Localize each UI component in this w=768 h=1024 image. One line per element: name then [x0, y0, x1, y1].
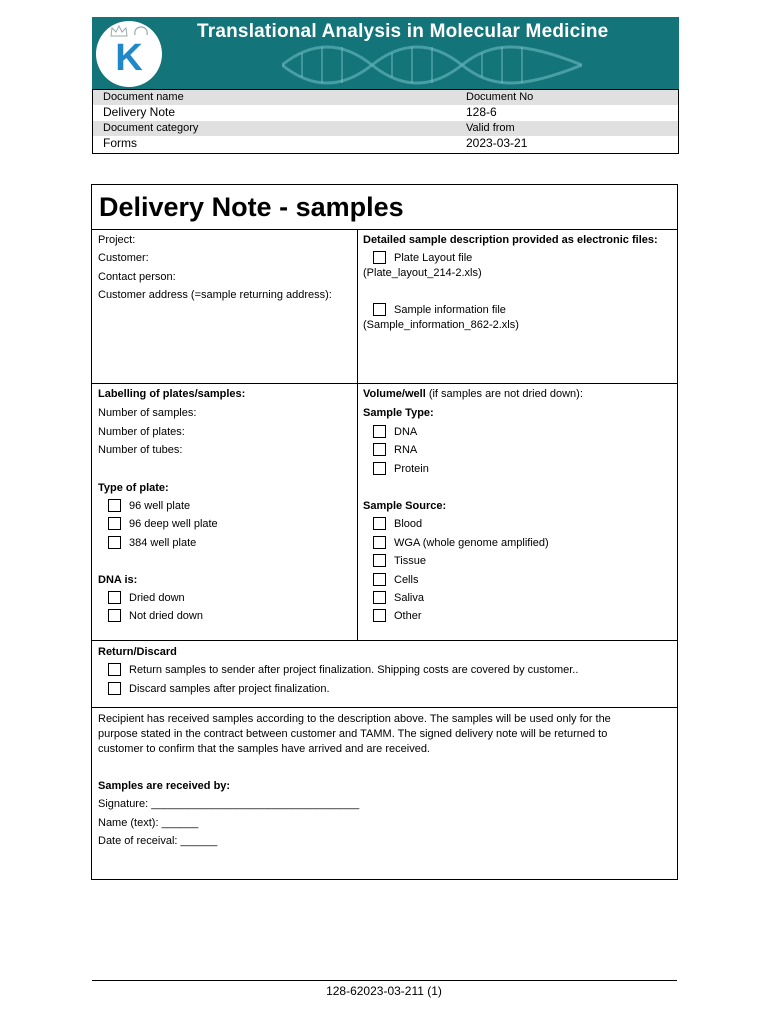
dna-state-option: Not dried down	[129, 610, 203, 622]
recipient-text-line: Recipient has received samples according to the description above. The samples will be used only for the	[98, 713, 611, 725]
signature-field[interactable]: Signature: __________________________________	[98, 798, 360, 810]
meta-row-labels-2	[93, 121, 678, 136]
volume-note: (if samples are not dried down):	[428, 388, 583, 400]
plate-type-heading: Type of plate:	[98, 482, 169, 494]
sample-type-option: DNA	[394, 426, 418, 438]
plate-type-checkbox[interactable]	[108, 517, 121, 530]
sample-info-checkbox[interactable]	[373, 303, 386, 316]
sample-type-checkbox[interactable]	[373, 425, 386, 438]
sample-source-checkbox[interactable]	[373, 554, 386, 567]
meta-row-values-1	[93, 105, 678, 120]
plate-layout-filename: (Plate_layout_214-2.xls)	[363, 267, 482, 279]
sample-source-checkbox[interactable]	[373, 573, 386, 586]
sample-source-option: Blood	[394, 518, 423, 530]
sample-type-heading: Sample Type:	[363, 407, 434, 419]
sample-type-option: Protein	[394, 463, 429, 475]
dna-state-option: Dried down	[129, 592, 185, 604]
received-by-heading: Samples are received by:	[98, 780, 231, 792]
files-heading: Detailed sample description provided as electronic files:	[363, 234, 658, 246]
sample-info-label: Sample information file	[394, 304, 506, 316]
plate-layout-checkbox[interactable]	[373, 251, 386, 264]
valid-from-label: Valid from	[466, 122, 515, 134]
number-of-plates-label: Number of plates:	[98, 426, 185, 438]
meta-row-values-2	[93, 136, 678, 151]
return-option-label: Return samples to sender after project finalization. Shipping costs are covered by customer..	[129, 664, 579, 676]
dna-state-checkbox[interactable]	[108, 609, 121, 622]
dna-state-checkbox[interactable]	[108, 591, 121, 604]
valid-from-value: 2023-03-21	[466, 136, 528, 150]
customer-address-label: Customer address (=sample returning address):	[98, 289, 332, 301]
divider	[92, 383, 677, 384]
return-discard-heading: Return/Discard	[98, 646, 177, 658]
divider	[92, 640, 677, 641]
discard-option-checkbox[interactable]	[108, 682, 121, 695]
plate-type-checkbox[interactable]	[108, 499, 121, 512]
document-no-value: 128-6	[466, 105, 497, 119]
header-banner	[92, 17, 679, 89]
sample-source-option: Saliva	[394, 592, 424, 604]
wreath-icon	[133, 25, 149, 37]
crown-icon	[110, 25, 128, 37]
sample-source-heading: Sample Source:	[363, 500, 447, 512]
project-label: Project:	[98, 234, 136, 246]
number-of-samples-label: Number of samples:	[98, 407, 197, 419]
sample-source-option: Tissue	[394, 555, 426, 567]
plate-type-option: 96 well plate	[129, 500, 191, 512]
meta-row-labels-1	[93, 90, 678, 105]
document-name-label: Document name	[103, 91, 184, 103]
plate-type-option: 384 well plate	[129, 537, 197, 549]
sample-source-option: Cells	[394, 574, 419, 586]
logo-letter: K	[115, 37, 143, 79]
volume-heading: Volume/well	[363, 388, 426, 400]
return-option-checkbox[interactable]	[108, 663, 121, 676]
document-no-label: Document No	[466, 91, 534, 103]
document-meta-table	[92, 89, 679, 154]
volume-line	[363, 388, 583, 401]
customer-label: Customer:	[98, 252, 149, 264]
recipient-text-line: purpose stated in the contract between customer and TAMM. The signed delivery note will be returned to	[98, 728, 608, 740]
dna-state-heading: DNA is:	[98, 574, 138, 586]
column-divider	[357, 229, 358, 640]
document-category-value: Forms	[103, 136, 137, 150]
divider	[92, 229, 677, 230]
plate-type-checkbox[interactable]	[108, 536, 121, 549]
sample-type-checkbox[interactable]	[373, 443, 386, 456]
document-category-label: Document category	[103, 122, 199, 134]
sample-type-option: RNA	[394, 444, 418, 456]
footer-text: 128-62023-03-211 (1)	[326, 984, 442, 998]
labelling-heading: Labelling of plates/samples:	[98, 388, 246, 400]
sample-info-filename: (Sample_information_862-2.xls)	[363, 319, 519, 331]
sample-source-option: WGA (whole genome amplified)	[394, 537, 549, 549]
contact-person-label: Contact person:	[98, 271, 176, 283]
sample-source-checkbox[interactable]	[373, 609, 386, 622]
recipient-text-line: customer to confirm that the samples have arrived and are received.	[98, 743, 430, 755]
form-title: Delivery Note - samples	[99, 192, 404, 222]
number-of-tubes-label: Number of tubes:	[98, 444, 183, 456]
sample-source-checkbox[interactable]	[373, 517, 386, 530]
divider	[92, 707, 677, 708]
sample-source-checkbox[interactable]	[373, 591, 386, 604]
sample-type-checkbox[interactable]	[373, 462, 386, 475]
discard-option-label: Discard samples after project finalization.	[129, 683, 330, 695]
banner-title: Translational Analysis in Molecular Medicine	[197, 21, 609, 42]
dna-helix-graphic	[282, 41, 582, 89]
footer-divider	[92, 980, 677, 981]
delivery-note-form	[91, 184, 678, 880]
sample-source-checkbox[interactable]	[373, 536, 386, 549]
sample-source-option: Other	[394, 610, 422, 622]
date-of-receival-field[interactable]: Date of receival: ______	[98, 835, 218, 847]
logo	[96, 21, 162, 87]
plate-type-option: 96 deep well plate	[129, 518, 218, 530]
document-name-value: Delivery Note	[103, 105, 176, 119]
plate-layout-label: Plate Layout file	[394, 252, 473, 264]
name-field[interactable]: Name (text): ______	[98, 817, 199, 829]
